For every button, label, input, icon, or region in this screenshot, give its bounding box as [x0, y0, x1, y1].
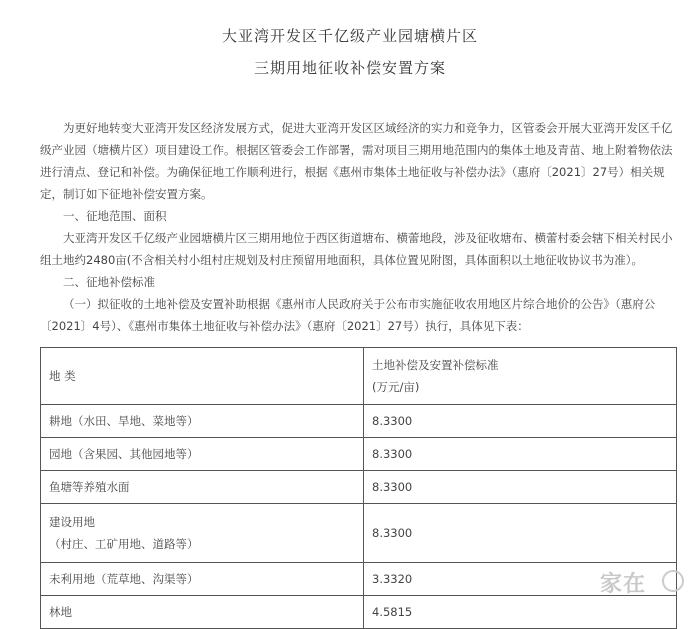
land-type-cell: 林地	[41, 596, 364, 629]
section2-heading: 二、征地补偿标准	[63, 275, 155, 289]
table-header-standard-line1: 土地补偿及安置补偿标准	[372, 358, 499, 372]
standard-value-cell: 8.3300	[364, 471, 677, 504]
standard-value-cell: 3.3320	[364, 563, 677, 596]
table-header-standard-unit: (万元/亩)	[372, 380, 420, 394]
section2-body: （一）拟征收的土地补偿及安置补助根据《惠州市人民政府关于公布市实施征收农用地区片综合地价的公告》（惠府公〔2021〕4号）、《惠州市集体土地征收与补偿办法》（惠府〔2021〕27号）执行，具体见下表：	[40, 297, 656, 333]
land-type-cell: 耕地（水田、旱地、菜地等）	[41, 405, 364, 438]
land-type-line2: （村庄、工矿用地、道路等）	[49, 537, 199, 551]
standard-value-cell: 4.5815	[364, 596, 677, 629]
table-row	[41, 471, 677, 504]
standard-value-cell: 8.3300	[364, 438, 677, 471]
section1-body: 大亚湾开发区千亿级产业园塘横片区三期用地位于西区街道塘布、横蕾地段，涉及征收塘布、横蕾村委会辖下相关村民小组土地约2480亩(不含相关村小组村庄规划及村庄预留用地面积，具体位置见附图，具体面积以土地征收协议书为准）。	[40, 231, 673, 267]
document-subtitle: 三期用地征收补偿安置方案	[253, 59, 446, 77]
intro-paragraph: 为更好地转变大亚湾开发区经济发展方式，促进大亚湾开发区区域经济的实力和竞争力，区管委会开展大亚湾开发区千亿级产业园（塘横片区）项目建设工作。根据区管委会工作部署，需对项目三期用地范围内的集体土地及青苗、地上附着物依法进行清点、登记和补偿。为确保征地工作顺利进行，根据《惠州市集体土地征收与补偿办法》（惠府〔2021〕27号）相关规定，制订如下征地补偿安置方案。	[40, 121, 673, 201]
land-type-cell: 未利用地（荒草地、沟渠等）	[41, 563, 364, 596]
watermark-mark-icon	[662, 570, 684, 592]
land-type-line1: 建设用地	[49, 515, 95, 529]
table-row	[41, 438, 677, 471]
standard-value-cell: 8.3300	[364, 405, 677, 438]
table-row	[41, 504, 677, 563]
section1-heading: 一、征地范围、面积	[63, 209, 167, 223]
watermark-logo: 家在	[600, 572, 647, 597]
land-type-cell: 园地（含果园、其他园地等）	[41, 438, 364, 471]
document-title: 大亚湾开发区千亿级产业园塘横片区	[221, 27, 478, 45]
table-row	[41, 405, 677, 438]
table-header-standard	[364, 348, 677, 405]
table-row	[41, 563, 677, 596]
table-header-land-type: 地 类	[41, 348, 364, 405]
land-type-cell	[41, 504, 364, 563]
standard-value-cell: 8.3300	[364, 504, 677, 563]
compensation-table	[40, 347, 677, 629]
land-type-cell: 鱼塘等养殖水面	[41, 471, 364, 504]
table-header-row	[41, 348, 677, 405]
table-row	[41, 596, 677, 629]
